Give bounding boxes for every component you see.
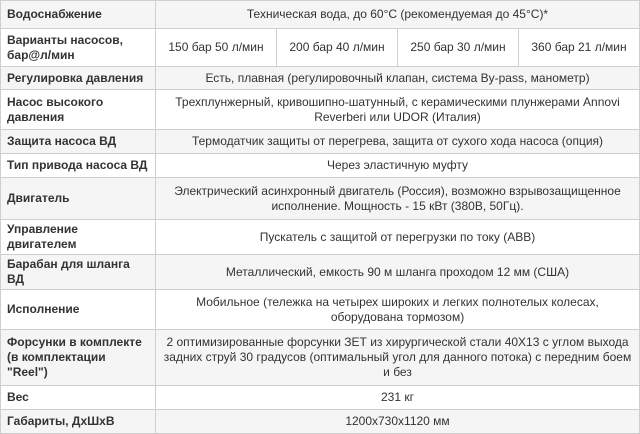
row-label: Регулировка давления [1,67,156,90]
pump-variant-cell: 150 бар 50 л/мин [156,29,277,67]
table-row-engine [1,178,640,220]
row-label: Габариты, ДхШхВ [1,410,156,434]
row-value: Есть, плавная (регулировочный клапан, система By-pass, манометр) [156,67,640,90]
row-label: Управление двигателем [1,220,156,255]
row-label: Насос высокого давления [1,90,156,130]
row-label: Тип привода насоса ВД [1,154,156,178]
table-row-hose-drum [1,255,640,290]
row-value: Мобильное (тележка на четырех широких и легких полнотелых колесах, оборудована тормозом) [156,290,640,330]
row-label: Двигатель [1,178,156,220]
row-label: Форсунки в комплекте (в комплектации "Reel") [1,330,156,386]
table-row-hp-pump [1,90,640,130]
pump-variant-cell: 360 бар 21 л/мин [519,29,640,67]
pump-variant-cell: 250 бар 30 л/мин [398,29,519,67]
row-label: Защита насоса ВД [1,130,156,154]
pump-variant-cell: 200 бар 40 л/мин [277,29,398,67]
table-row-engine-control [1,220,640,255]
row-label: Исполнение [1,290,156,330]
table-row-nozzles [1,330,640,386]
row-value: Электрический асинхронный двигатель (Россия), возможно взрывозащищенное исполнение. Мощность - 15 кВт (380В, 50Гц). [156,178,640,220]
table-row-water-supply [1,1,640,29]
row-label: Водоснабжение [1,1,156,29]
row-value: Термодатчик защиты от перегрева, защита от сухого хода насоса (опция) [156,130,640,154]
row-value: Техническая вода, до 60°C (рекомендуемая до 45°C)* [156,1,640,29]
table-row-dimensions [1,410,640,434]
table-row-pump-variants [1,29,640,67]
table-row-weight [1,386,640,410]
table-row-pressure-regulation [1,67,640,90]
table-row-pump-protection [1,130,640,154]
table-row-drive-type [1,154,640,178]
row-value: 1200х730х1120 мм [156,410,640,434]
row-value: 231 кг [156,386,640,410]
row-value: Трехплунжерный, кривошипно-шатунный, с керамическими плунжерами Annovi Reverberi или UDOR (Италия) [156,90,640,130]
row-value: Металлический, емкость 90 м шланга проходом 12 мм (США) [156,255,640,290]
row-value: 2 оптимизированные форсунки ЗЕТ из хирургической стали 40Х13 с углом выхода задних струй 30 градусов (оптимальный угол для данного потока) с передним боем и без [156,330,640,386]
row-value: Пускатель с защитой от перегрузки по току (АВВ) [156,220,640,255]
row-label: Вес [1,386,156,410]
row-value: Через эластичную муфту [156,154,640,178]
table-row-design [1,290,640,330]
row-label: Варианты насосов, бар@л/мин [1,29,156,67]
row-label: Барабан для шланга ВД [1,255,156,290]
